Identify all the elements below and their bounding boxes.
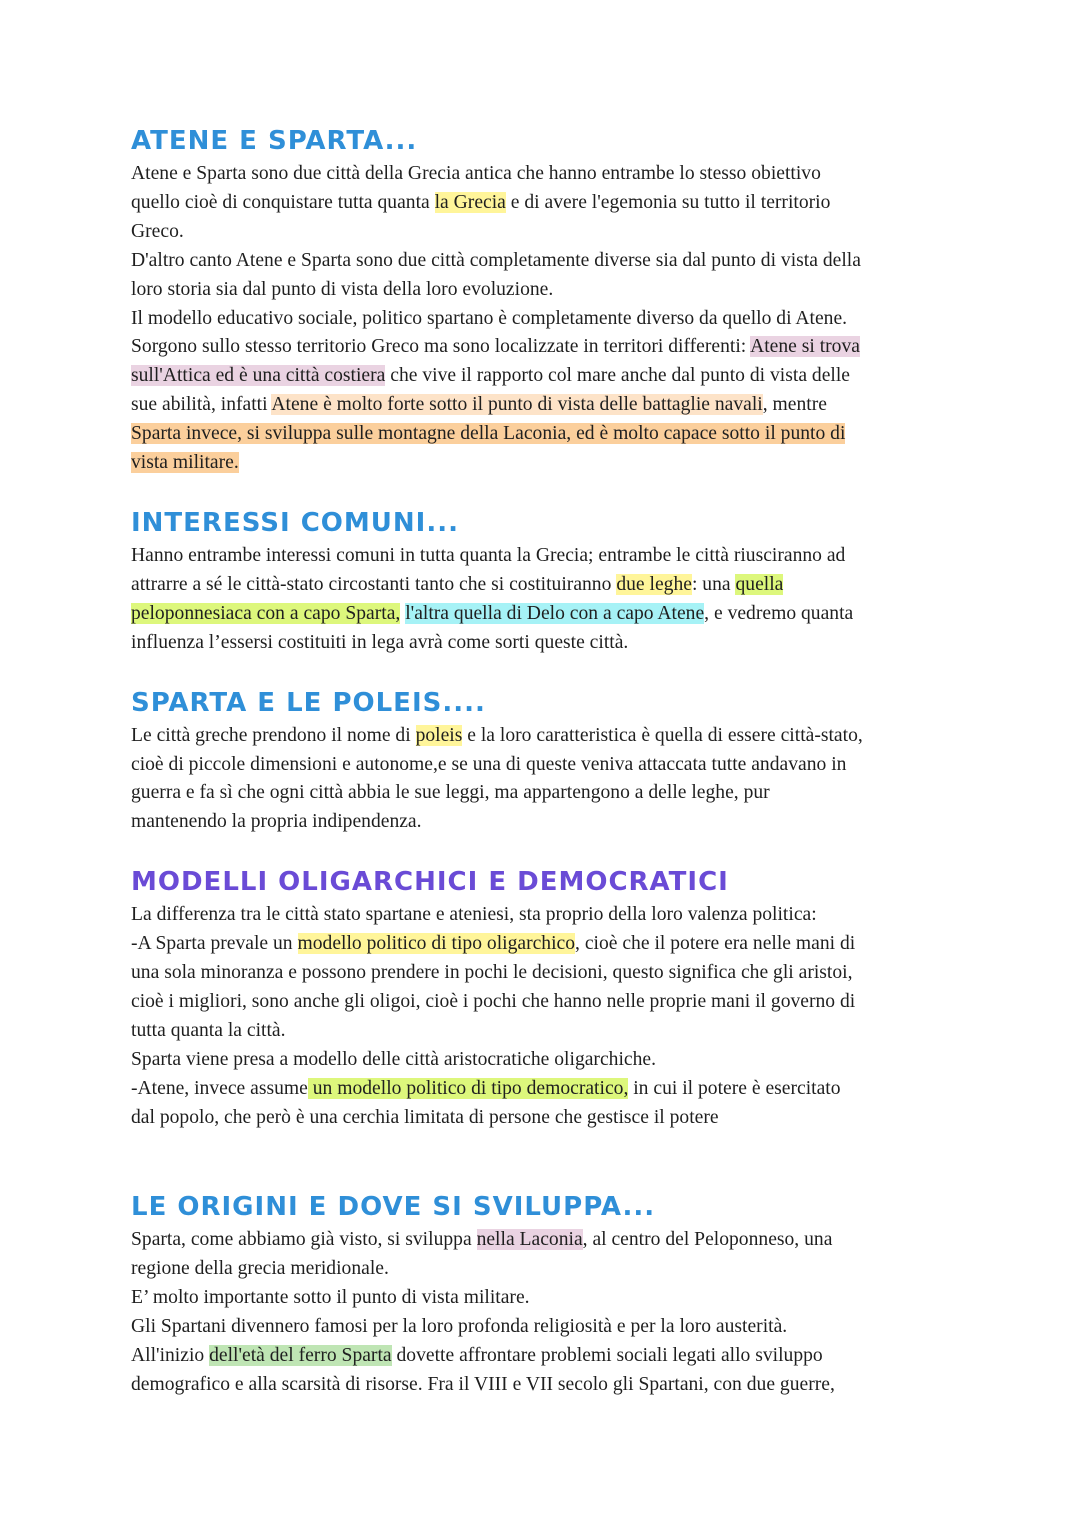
text-line: Sparta, come abbiamo già visto, si sviluppa nella Laconia, al centro del Peloponneso, una bbox=[131, 1229, 833, 1251]
section-body bbox=[131, 160, 961, 478]
highlight-battaglie-navali: Atene è molto forte sotto il punto di vista delle battaglie navali bbox=[271, 394, 763, 416]
section-atene-e-sparta bbox=[131, 122, 961, 478]
highlight-lega-delo: l'altra quella di Delo con a capo Atene bbox=[405, 602, 705, 624]
text-line: tutta quanta la città. bbox=[131, 1019, 286, 1041]
text-line: Sparta viene presa a modello delle città aristocratiche oligarchiche. bbox=[131, 1048, 656, 1070]
section-heading: ATENE E SPARTA... bbox=[131, 126, 418, 156]
text-line: sue abilità, infatti Atene è molto forte sotto il punto di vista delle battaglie navali, mentre bbox=[131, 394, 827, 416]
section-le-origini bbox=[131, 1188, 961, 1399]
highlight-lega-peloponnesiaca: quella bbox=[735, 573, 784, 595]
highlight-sparta-laconia: vista militare. bbox=[131, 452, 239, 474]
text-line: dal popolo, che però è una cerchia limitata di persone che gestisce il potere bbox=[131, 1106, 719, 1128]
text-line: attrarre a sé le città-stato circostanti tanto che si costituiranno due leghe: una quella bbox=[131, 573, 784, 595]
text-line bbox=[131, 449, 961, 478]
section-body bbox=[131, 542, 961, 658]
text-line: cioè di piccole dimensioni e autonome,e se una di queste veniva attaccata tutte andavano in bbox=[131, 753, 847, 775]
text-line: Greco. bbox=[131, 220, 184, 242]
section-body bbox=[131, 1226, 961, 1399]
document-page bbox=[131, 122, 961, 1400]
text-line: La differenza tra le città stato spartane e ateniesi, sta proprio della loro valenza politica: bbox=[131, 904, 817, 926]
text-line: Hanno entrambe interessi comuni in tutta quanta la Grecia; entrambe le città riusciranno ad bbox=[131, 544, 846, 566]
highlight-modello-democratico: un modello politico di tipo democratico, bbox=[307, 1077, 629, 1099]
highlight-modello-oligarchico: modello politico di tipo oligarchico bbox=[297, 933, 576, 955]
text-line: D'altro canto Atene e Sparta sono due città completamente diverse sia dal punto di vista della bbox=[131, 249, 861, 271]
section-body bbox=[131, 722, 961, 838]
section-modelli-oligarchici bbox=[131, 863, 961, 1132]
section-body bbox=[131, 901, 961, 1132]
highlight-la-grecia: la Grecia bbox=[434, 191, 506, 213]
highlight-nella-laconia: nella Laconia bbox=[476, 1229, 583, 1251]
text-line: cioè i migliori, sono anche gli oligoi, cioè i pochi che hanno nelle proprie mani il governo di bbox=[131, 990, 856, 1012]
text-line: mantenendo la propria indipendenza. bbox=[131, 811, 422, 833]
text-line: una sola minoranza e possono prendere in pochi le decisioni, questo significa che gli aristoi, bbox=[131, 962, 853, 984]
text-line bbox=[131, 420, 961, 449]
text-line: E’ molto importante sotto il punto di vista militare. bbox=[131, 1287, 530, 1309]
highlight-poleis: poleis bbox=[415, 724, 463, 746]
text-line: peloponnesiaca con a capo Sparta, l'altra quella di Delo con a capo Atene, e vedremo quanta bbox=[131, 602, 854, 624]
highlight-due-leghe: due leghe bbox=[616, 573, 692, 595]
highlight-eta-del-ferro: dell'età del ferro Sparta bbox=[209, 1345, 392, 1367]
section-heading: LE ORIGINI E DOVE SI SVILUPPA... bbox=[131, 1192, 656, 1223]
section-interessi-comuni bbox=[131, 504, 961, 658]
section-sparta-e-le-poleis bbox=[131, 684, 961, 838]
text-line: quello cioè di conquistare tutta quanta la Grecia e di avere l'egemonia su tutto il territorio bbox=[131, 191, 831, 213]
text-line: loro storia sia dal punto di vista della loro evoluzione. bbox=[131, 278, 554, 300]
text-line: Atene e Sparta sono due città della Grecia antica che hanno entrambe lo stesso obiettivo bbox=[131, 163, 821, 184]
text-line: -Atene, invece assume un modello politico di tipo democratico, in cui il potere è esercitato bbox=[131, 1077, 841, 1099]
text-line: sull'Attica ed è una città costiera che vive il rapporto col mare anche dal punto di vista delle bbox=[131, 365, 850, 387]
highlight-atene-attica: Atene si trova bbox=[750, 336, 860, 358]
highlight-sparta-laconia: Sparta invece, si sviluppa sulle montagne della Laconia, ed è molto capace sotto il punto di bbox=[131, 423, 846, 445]
text-line: -A Sparta prevale un modello politico di tipo oligarchico, cioè che il potere era nelle mani di bbox=[131, 933, 856, 955]
section-heading: SPARTA E LE POLEIS.... bbox=[131, 687, 486, 718]
highlight-atene-attica: sull'Attica ed è una città costiera bbox=[131, 365, 386, 387]
text-line: All'inizio dell'età del ferro Sparta dovette affrontare problemi sociali legati allo sviluppo bbox=[131, 1345, 823, 1367]
section-heading: MODELLI OLIGARCHICI E DEMOCRATICI bbox=[131, 867, 729, 898]
text-line: Il modello educativo sociale, politico spartano è completamente diverso da quello di Atene. bbox=[131, 307, 848, 329]
text-line: demografico e alla scarsità di risorse. Fra il VIII e VII secolo gli Spartani, con due guerre, bbox=[131, 1374, 835, 1395]
highlight-lega-peloponnesiaca: peloponnesiaca con a capo Sparta, bbox=[131, 602, 401, 624]
text-line: Le città greche prendono il nome di poleis e la loro caratteristica è quella di essere città-stato, bbox=[131, 724, 863, 746]
text-line: Gli Spartani divennero famosi per la loro profonda religiosità e per la loro austerità. bbox=[131, 1316, 788, 1338]
text-line: Sorgono sullo stesso territorio Greco ma sono localizzate in territori differenti: Atene si trova bbox=[131, 336, 860, 358]
section-heading: INTERESSI COMUNI... bbox=[131, 507, 459, 538]
text-line: regione della grecia meridionale. bbox=[131, 1258, 389, 1280]
text-line: influenza l’essersi costituiti in lega avrà come sorti queste città. bbox=[131, 631, 629, 653]
text-line: guerra e fa sì che ogni città abbia le sue leggi, ma appartengono a delle leghe, pur bbox=[131, 782, 770, 804]
